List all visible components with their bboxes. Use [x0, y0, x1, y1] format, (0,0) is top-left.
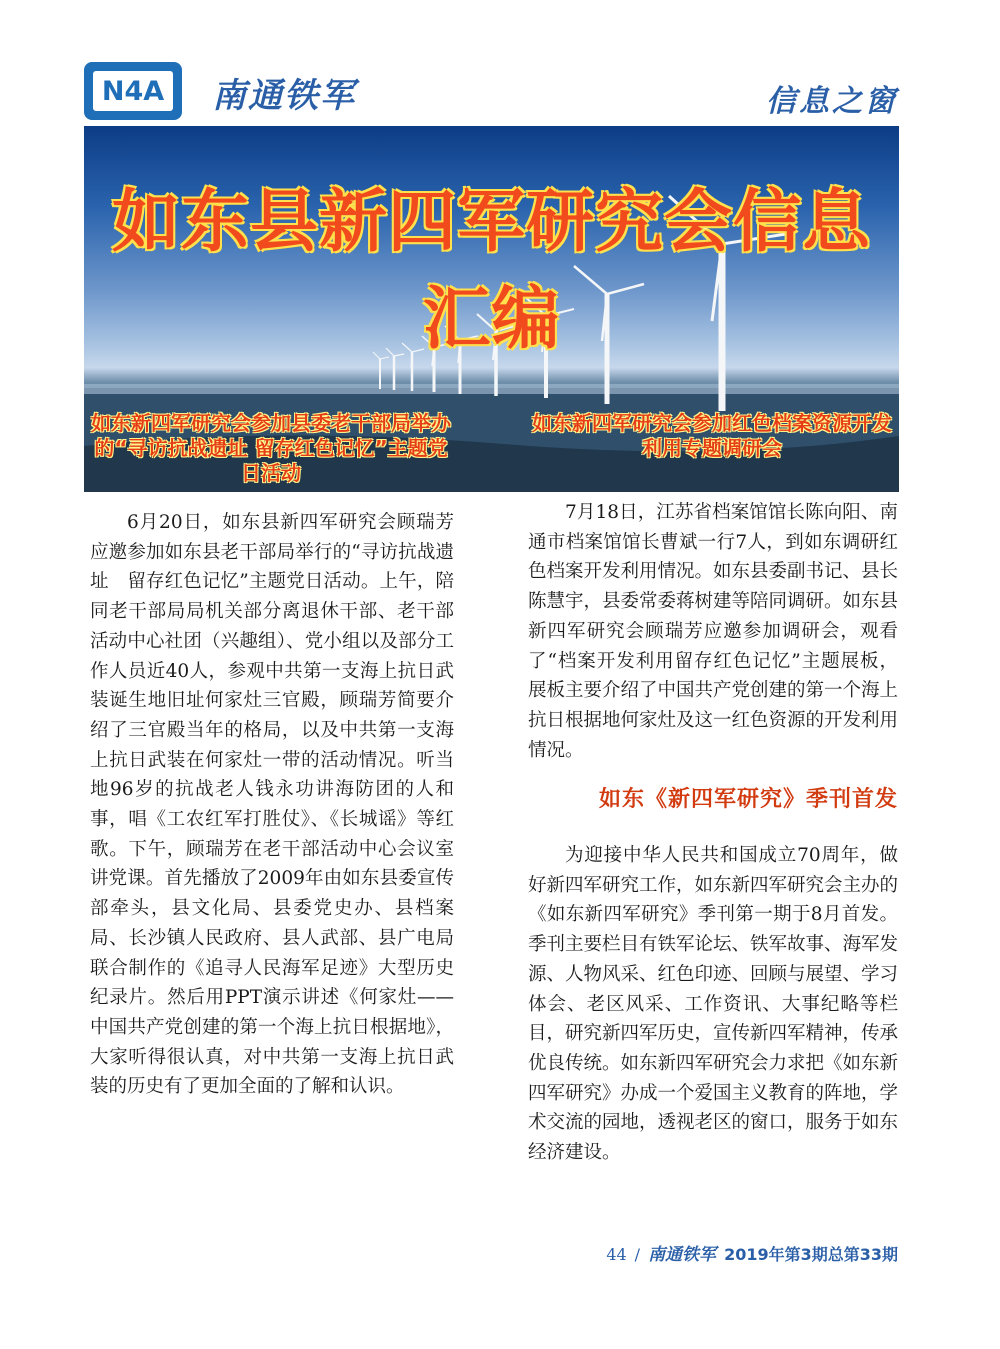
article-left-column [90, 508, 454, 1102]
n4a-logo-text: N4A [90, 68, 176, 114]
horizon [84, 384, 899, 394]
page-number: 44 [606, 1245, 627, 1264]
n4a-logo [84, 62, 182, 120]
article-right-column [528, 498, 898, 1168]
page-footer [606, 1240, 898, 1265]
article-right-body: 7月18日，江苏省档案馆馆长陈向阳、南通市档案馆馆长曹斌一行7人，到如东调研红色档案开发利用情况。如东县委副书记、县长陈慧宇，县委常委蒋树建等陪同调研。如东县新四军研究会顾瑞芳应邀参加调研会，观看了“档案开发利用留存红色记忆”主题展板，展板主要介绍了中国共产党创建的第一个海上抗日根据地何家灶及这一红色资源的开发利用情况。 [528, 502, 899, 761]
journal-heading: 如东《新四军研究》季刊首发 [598, 787, 898, 813]
banner-image [84, 126, 899, 492]
page-header [84, 62, 900, 124]
journal-body: 为迎接中华人民共和国成立70周年，做好新四军研究工作，如东新四军研究会主办的《如东新四军研究》季刊第一期于8月首发。季刊主要栏目有铁军论坛、铁军故事、海军发源、人物风采、红色印迹、回顾与展望、学习体会、老区风采、工作资讯、大事纪略等栏目，研究新四军历史，宣传新四军精神，传承优良传统。如东新四军研究会力求把《如东新四军研究》办成一个爱国主义教育的阵地，学术交流的园地，透视老区的窗口，服务于如东经济建设。 [528, 845, 899, 1164]
issue-info: 2019年第3期总第33期 [724, 1245, 898, 1264]
caption-left: 如东新四军研究会参加县委老干部局举办的“寻访抗战遗址 留存红色记忆”主题党日活动 [91, 411, 451, 485]
magazine-brand: 南通铁军 [212, 76, 356, 116]
caption-right: 如东新四军研究会参加红色档案资源开发利用专题调研会 [532, 411, 892, 460]
section-name: 信息之窗 [766, 84, 898, 119]
footer-brand: 南通铁军 [648, 1245, 717, 1265]
footer-separator: / [634, 1245, 641, 1264]
banner-title: 如东县新四军研究会信息汇编 [111, 183, 871, 359]
article-left-body: 6月20日，如东县新四军研究会顾瑞芳应邀参加如东县老干部局举行的“寻访抗战遗址 留存红色记忆”主题党日活动。上午，陪同老干部局局机关部分离退休干部、老干部活动中心社团（兴趣组）、党小组以及部分工作人员近40人，参观中共第一支海上抗日武装诞生地旧址何家灶三官殿，顾瑞芳简要介绍了三官殿当年的格局，以及中共第一支海上抗日武装在何家灶一带的活动情况。听当地96岁的抗战老人钱永功讲海防团的人和事，唱《工农红军打胜仗》、《长城谣》等红歌。下午，顾瑞芳在老干部活动中心会议室讲党课。首先播放了2009年由如东县委宣传部牵头，县文化局、县委党史办、县档案局、长沙镇人民政府、县人武部、县广电局联合制作的《追寻人民海军足迹》大型历史纪录片。然后用PPT演示讲述《何家灶——中国共产党创建的第一个海上抗日根据地》，大家听得很认真，对中共第一支海上抗日武装的历史有了更加全面的了解和认识。 [90, 512, 454, 1098]
